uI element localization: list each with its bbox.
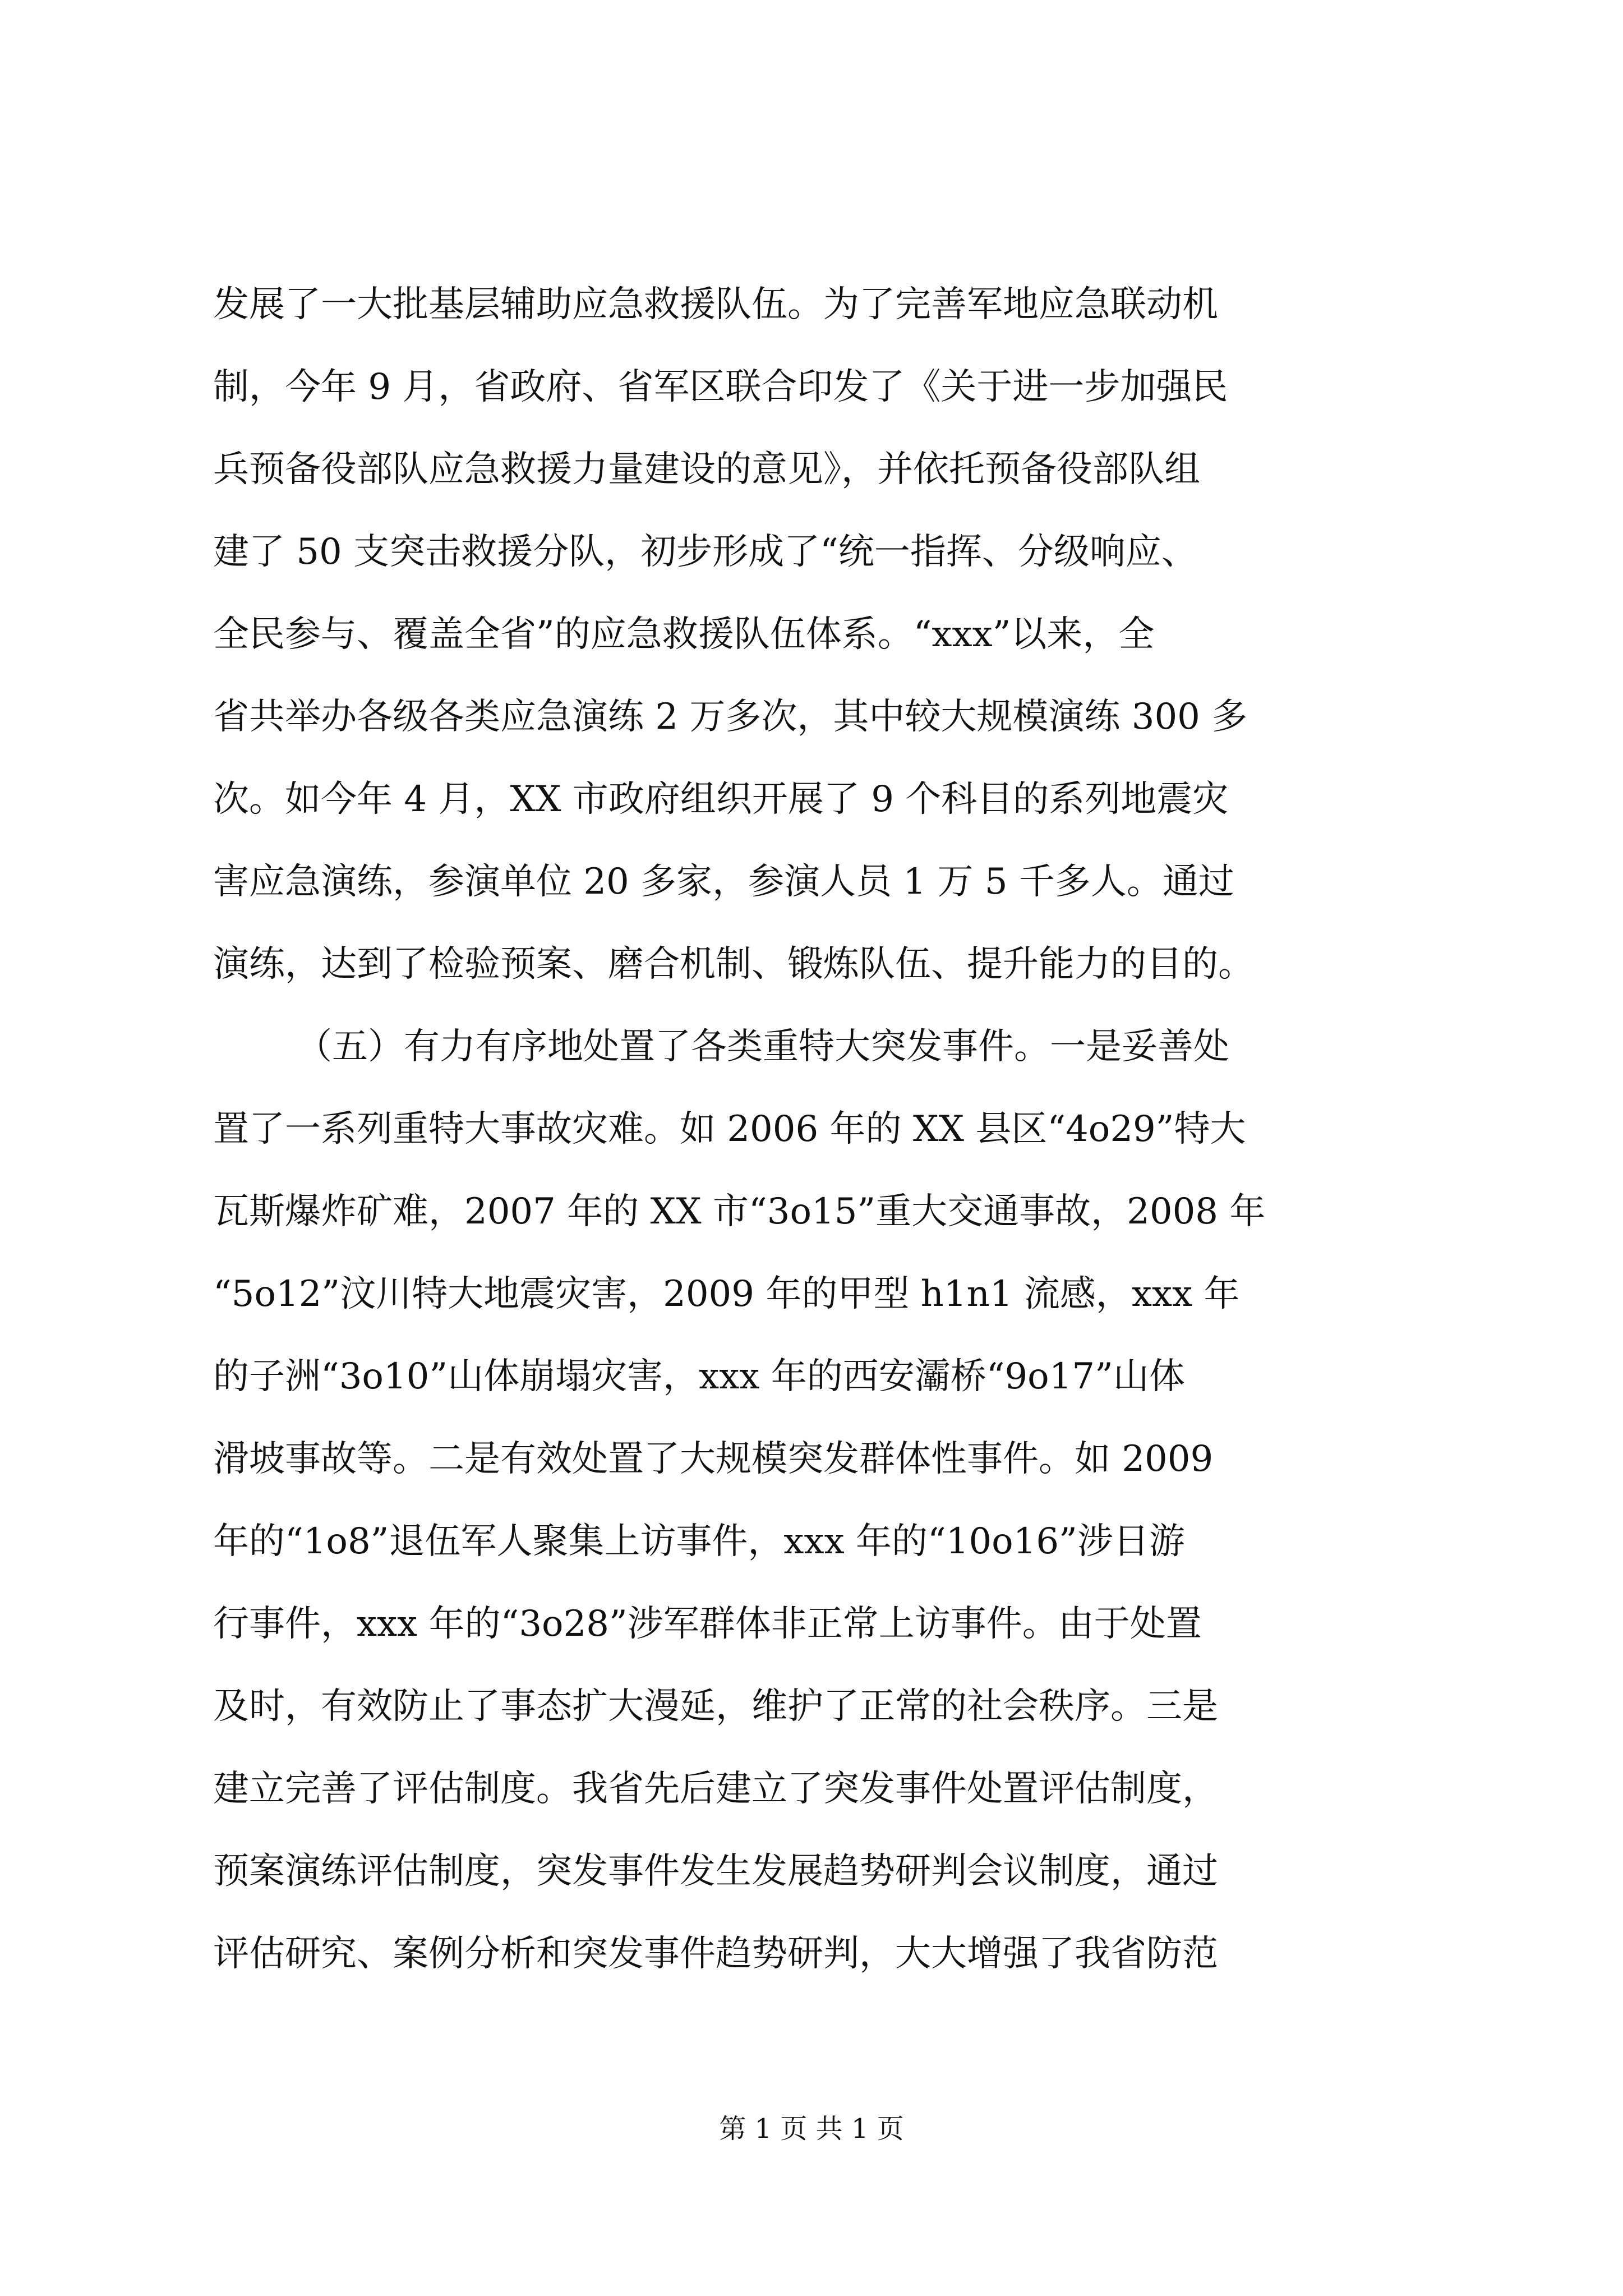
text-line: 行事件，xxx 年的“3o28”涉军群体非正常上访事件。由于处置 xyxy=(213,1603,1202,1645)
text-line: 全民参与、覆盖全省”的应急救援队伍体系。“xxx”以来，全 xyxy=(213,614,1155,655)
section-heading-line: （五）有力有序地处置了各类重特大突发事件。一是妥善处 xyxy=(296,1026,1229,1068)
text-line: 预案演练评估制度，突发事件发生发展趋势研判会议制度，通过 xyxy=(213,1851,1218,1892)
page-footer: 第 1 页 共 1 页 xyxy=(719,2113,904,2145)
text-line: 建了 50 支突击救援分队，初步形成了“统一指挥、分级响应、 xyxy=(213,531,1197,573)
text-line: 年的“1o8”退伍军人聚集上访事件，xxx 年的“10o16”涉日游 xyxy=(213,1521,1185,1562)
text-line: 害应急演练，参演单位 20 多家，参演人员 1 万 5 千多人。通过 xyxy=(213,861,1234,903)
text-line: 演练，达到了检验预案、磨合机制、锻炼队伍、提升能力的目的。 xyxy=(213,944,1254,985)
text-line: 制，今年 9 月，省政府、省军区联合印发了《关于进一步加强民 xyxy=(213,366,1228,408)
document-body xyxy=(213,264,1424,1995)
text-line: 的子洲“3o10”山体崩塌灾害，xxx 年的西安灞桥“9o17”山体 xyxy=(213,1356,1185,1397)
text-line: 及时，有效防止了事态扩大漫延，维护了正常的社会秩序。三是 xyxy=(213,1686,1218,1727)
text-line: “5o12”汶川特大地震灾害，2009 年的甲型 h1n1 流感，xxx 年 xyxy=(213,1273,1240,1315)
text-line: 次。如今年 4 月，XX 市政府组织开展了 9 个科目的系列地震灾 xyxy=(213,779,1229,820)
text-line: 置了一系列重特大事故灾难。如 2006 年的 XX 县区“4o29”特大 xyxy=(213,1108,1246,1150)
text-line: 评估研究、案例分析和突发事件趋势研判，大大增强了我省防范 xyxy=(213,1933,1218,1975)
text-line: 瓦斯爆炸矿难，2007 年的 XX 市“3o15”重大交通事故，2008 年 xyxy=(213,1191,1266,1232)
text-line: 兵预备役部队应急救援力量建设的意见》，并依托预备役部队组 xyxy=(213,449,1200,490)
text-line: 滑坡事故等。二是有效处置了大规模突发群体性事件。如 2009 xyxy=(213,1438,1214,1480)
text-line: 建立完善了评估制度。我省先后建立了突发事件处置评估制度， xyxy=(213,1768,1218,1810)
text-line: 发展了一大批基层辅助应急救援队伍。为了完善军地应急联动机 xyxy=(213,284,1218,325)
text-line: 省共举办各级各类应急演练 2 万多次，其中较大规模演练 300 多 xyxy=(213,696,1248,738)
